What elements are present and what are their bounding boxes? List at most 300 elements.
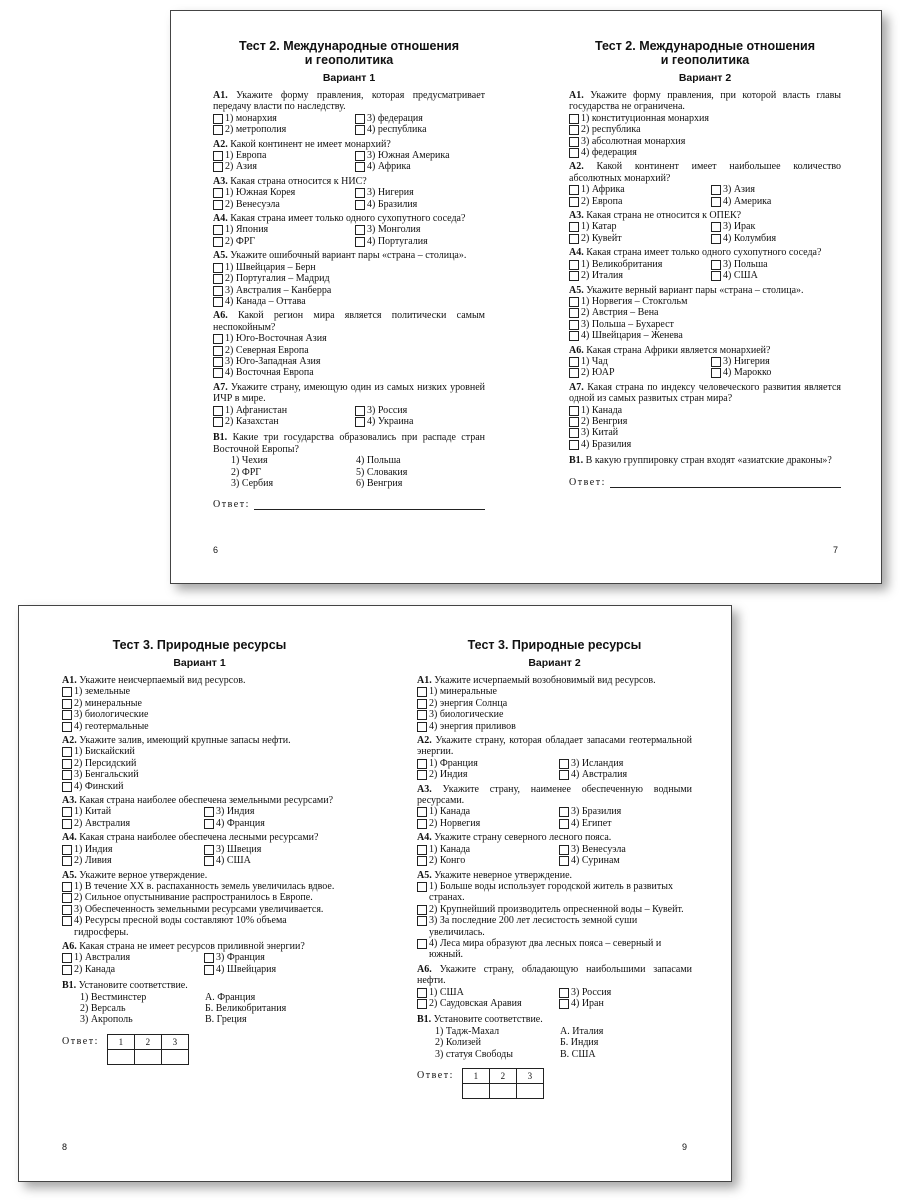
question-block — [569, 285, 841, 342]
answer-option-label: 4) США — [723, 270, 758, 282]
answer-option[interactable] — [355, 124, 485, 135]
question-text — [569, 285, 841, 296]
answer-checkbox[interactable] — [559, 807, 569, 817]
answer-checkbox[interactable] — [355, 125, 365, 135]
answer-checkbox[interactable] — [559, 845, 569, 855]
answer-checkbox[interactable] — [417, 699, 427, 709]
answer-line-field[interactable] — [254, 499, 485, 510]
answer-option[interactable] — [355, 405, 485, 416]
answer-option[interactable] — [213, 285, 485, 296]
answer-checkbox[interactable] — [213, 200, 223, 210]
list-item: Б. Индия — [560, 1037, 599, 1049]
answer-checkbox[interactable] — [62, 747, 72, 757]
answer-checkbox[interactable] — [569, 148, 579, 158]
answer-option-label: 4) Марокко — [723, 367, 772, 379]
answer-option[interactable] — [569, 367, 711, 378]
answer-option-label: 3) абсолютная монархия — [581, 135, 686, 147]
answer-option[interactable] — [62, 698, 337, 709]
answer-checkbox[interactable] — [569, 297, 579, 307]
answer-checkbox[interactable] — [213, 237, 223, 247]
answer-checkbox[interactable] — [569, 197, 579, 207]
answer-checkbox[interactable] — [213, 357, 223, 367]
answer-option[interactable] — [569, 270, 711, 281]
answer-checkbox[interactable] — [417, 939, 427, 949]
question-prompt: Какие три государства образовались при распаде стран Восточной Европы? — [213, 432, 485, 455]
answer-option[interactable] — [62, 746, 337, 757]
question-prompt: Какая страна имеет только одного сухопутного соседа? — [586, 247, 822, 259]
question-number: А5. — [213, 250, 228, 262]
answer-option[interactable] — [213, 416, 355, 427]
question-block — [417, 735, 692, 781]
answer-option-label: 2) Северная Европа — [225, 344, 309, 356]
answer-checkbox[interactable] — [213, 334, 223, 344]
variant-heading: Вариант 1 — [173, 657, 226, 669]
answer-checkbox[interactable] — [355, 237, 365, 247]
answer-checkbox[interactable] — [711, 260, 721, 270]
answer-checkbox[interactable] — [711, 197, 721, 207]
answer-checkbox[interactable] — [62, 687, 72, 697]
answer-option[interactable] — [62, 721, 337, 732]
answer-option[interactable] — [62, 952, 204, 963]
question-block — [213, 382, 485, 428]
answer-option[interactable] — [417, 915, 692, 938]
answer-checkbox[interactable] — [204, 845, 214, 855]
question-block — [213, 310, 485, 378]
answer-option[interactable] — [559, 758, 692, 769]
answer-option[interactable] — [569, 136, 841, 147]
answer-checkbox[interactable] — [417, 856, 427, 866]
question-block — [62, 870, 337, 938]
answer-cell[interactable] — [107, 1049, 134, 1064]
answer-option[interactable] — [569, 196, 711, 207]
answer-option[interactable] — [569, 147, 841, 158]
answer-checkbox[interactable] — [417, 882, 427, 892]
answer-option-label: 4) Швейцария – Женева — [581, 330, 683, 342]
answer-option-label: 2) Ливия — [74, 855, 112, 867]
answer-checkbox[interactable] — [204, 856, 214, 866]
answer-option[interactable] — [213, 296, 485, 307]
answer-option[interactable] — [417, 769, 559, 780]
question-block — [569, 90, 841, 158]
answer-option[interactable] — [569, 427, 841, 438]
answer-checkbox[interactable] — [559, 770, 569, 780]
answer-option-label: 2) Австралия — [74, 817, 131, 829]
answer-option[interactable] — [213, 161, 355, 172]
question-prompt: Укажите исчерпаемый возобновимый вид ресурсов. — [434, 675, 656, 686]
answer-option[interactable] — [62, 881, 337, 892]
page-number: 8 — [62, 1142, 68, 1152]
answer-checkbox[interactable] — [559, 819, 569, 829]
answer-checkbox[interactable] — [569, 406, 579, 416]
answer-option[interactable] — [355, 416, 485, 427]
answer-option[interactable] — [569, 259, 711, 270]
question-prompt: Укажите страну, обладающую наибольшими запасами нефти. — [417, 963, 693, 987]
answer-option[interactable] — [213, 124, 355, 135]
answer-checkbox[interactable] — [417, 905, 427, 915]
answer-option[interactable] — [213, 345, 485, 356]
answer-option-label: 2) Крупнейший производитель опресненной воды – Кувейт. — [429, 903, 684, 915]
answer-checkbox[interactable] — [569, 185, 579, 195]
answer-option[interactable] — [569, 416, 841, 427]
answer-option[interactable] — [559, 806, 692, 817]
answer-checkbox[interactable] — [417, 999, 427, 1009]
answer-option[interactable] — [711, 259, 841, 270]
answer-checkbox[interactable] — [204, 965, 214, 975]
answer-checkbox[interactable] — [355, 406, 365, 416]
question-block — [569, 161, 841, 207]
answer-option[interactable] — [355, 161, 485, 172]
answer-checkbox[interactable] — [213, 114, 223, 124]
answer-checkbox[interactable] — [213, 263, 223, 273]
answer-option[interactable] — [559, 998, 692, 1009]
answer-option[interactable] — [569, 124, 841, 135]
answer-option[interactable] — [569, 330, 841, 341]
answer-checkbox[interactable] — [569, 222, 579, 232]
answer-option-label: 1) Южная Корея — [225, 187, 296, 199]
answer-option-label: 4) Восточная Европа — [225, 367, 314, 379]
answer-checkbox[interactable] — [559, 988, 569, 998]
question-prompt: Какая страна относится к НИС? — [230, 175, 367, 187]
answer-options — [569, 296, 841, 342]
answer-option-label: 1) Китай — [74, 806, 112, 818]
answer-checkbox[interactable] — [569, 440, 579, 450]
answer-checkbox[interactable] — [569, 137, 579, 147]
answer-option[interactable] — [355, 150, 485, 161]
answer-option[interactable] — [213, 187, 355, 198]
answer-option[interactable] — [569, 221, 711, 232]
answer-option[interactable] — [204, 952, 337, 963]
answer-option[interactable] — [204, 818, 337, 829]
answer-checkbox[interactable] — [355, 417, 365, 427]
answer-option-label: 2) Индия — [429, 769, 468, 781]
answer-options — [62, 746, 337, 792]
question-prompt: Какая страна не имеет ресурсов приливной энергии? — [79, 940, 305, 952]
question-block-b1 — [417, 1014, 692, 1060]
answer-checkbox[interactable] — [62, 722, 72, 732]
answer-option[interactable] — [711, 270, 841, 281]
answer-option[interactable] — [559, 855, 692, 866]
answer-checkbox[interactable] — [417, 722, 427, 732]
answer-option[interactable] — [62, 892, 337, 903]
answer-checkbox[interactable] — [711, 357, 721, 367]
answer-option[interactable] — [213, 367, 485, 378]
answer-checkbox[interactable] — [62, 893, 72, 903]
answer-checkbox[interactable] — [417, 687, 427, 697]
answer-checkbox[interactable] — [417, 759, 427, 769]
answer-option[interactable] — [559, 818, 692, 829]
answer-checkbox[interactable] — [569, 125, 579, 135]
answer-option-label: 2) Венесуэла — [225, 198, 280, 210]
answer-checkbox[interactable] — [62, 953, 72, 963]
question-prompt: Какая страна Африки является монархией? — [586, 344, 771, 356]
answer-option[interactable] — [213, 405, 355, 416]
answer-option-label: 3) Нигерия — [367, 187, 414, 199]
answer-checkbox[interactable] — [213, 297, 223, 307]
answer-option[interactable] — [213, 356, 485, 367]
answer-checkbox[interactable] — [213, 162, 223, 172]
answer-option[interactable] — [569, 439, 841, 450]
answer-checkbox[interactable] — [62, 770, 72, 780]
answer-option[interactable] — [62, 769, 337, 780]
answer-option-label: 4) Финский — [74, 780, 124, 792]
answer-cell[interactable] — [161, 1049, 188, 1064]
answer-options — [213, 150, 485, 173]
answer-option-label: 3) Обеспеченность земельными ресурсами увеличивается. — [74, 903, 324, 915]
answer-option[interactable] — [417, 758, 559, 769]
answer-checkbox[interactable] — [569, 114, 579, 124]
question-text — [569, 161, 841, 184]
answer-option[interactable] — [204, 855, 337, 866]
answer-checkbox[interactable] — [711, 234, 721, 244]
answer-checkbox[interactable] — [569, 357, 579, 367]
answer-option[interactable] — [417, 818, 559, 829]
answer-option[interactable] — [213, 236, 355, 247]
answer-checkbox[interactable] — [62, 699, 72, 709]
answer-option[interactable] — [62, 904, 337, 915]
answer-table-row — [107, 1049, 188, 1064]
answer-option[interactable] — [355, 187, 485, 198]
answer-options — [62, 806, 337, 829]
answer-option-label: 1) Катар — [581, 221, 617, 233]
answer-checkbox[interactable] — [62, 759, 72, 769]
answer-checkbox[interactable] — [62, 710, 72, 720]
list-item: 1) Тадж-Махал — [435, 1025, 500, 1037]
answer-option[interactable] — [559, 987, 692, 998]
answer-checkbox[interactable] — [569, 260, 579, 270]
answer-checkbox[interactable] — [355, 188, 365, 198]
question-text — [213, 139, 485, 150]
question-prompt: Какая страна имеет только одного сухопутного соседа? — [230, 213, 466, 225]
answer-checkbox[interactable] — [213, 286, 223, 296]
answer-checkbox[interactable] — [417, 807, 427, 817]
answer-options — [569, 221, 841, 244]
answer-option-label: 2) Азия — [225, 161, 257, 173]
answer-option[interactable] — [417, 686, 692, 697]
answer-checkbox[interactable] — [711, 271, 721, 281]
answer-option[interactable] — [417, 844, 559, 855]
answer-option[interactable] — [355, 224, 485, 235]
question-text — [62, 870, 337, 881]
answer-checkbox[interactable] — [417, 819, 427, 829]
answer-label: Ответ: — [62, 1035, 99, 1047]
list-item: В. США — [560, 1048, 596, 1060]
answer-option[interactable] — [213, 199, 355, 210]
question-prompt: Какой континент не имеет монархий? — [230, 138, 391, 150]
answer-checkbox[interactable] — [62, 807, 72, 817]
answer-checkbox[interactable] — [355, 225, 365, 235]
answer-option[interactable] — [417, 987, 559, 998]
answer-option[interactable] — [569, 307, 841, 318]
answer-checkbox[interactable] — [213, 151, 223, 161]
answer-option[interactable] — [213, 333, 485, 344]
question-block — [417, 964, 692, 1010]
answer-checkbox[interactable] — [711, 222, 721, 232]
answer-checkbox[interactable] — [62, 782, 72, 792]
answer-option[interactable] — [559, 844, 692, 855]
answer-checkbox[interactable] — [417, 770, 427, 780]
answer-checkbox[interactable] — [569, 368, 579, 378]
list-item: 1) Вестминстер — [80, 991, 147, 1003]
answer-option[interactable] — [711, 196, 841, 207]
answer-checkbox[interactable] — [559, 999, 569, 1009]
answer-checkbox[interactable] — [569, 271, 579, 281]
answer-checkbox[interactable] — [569, 417, 579, 427]
answer-checkbox[interactable] — [417, 916, 427, 926]
answer-checkbox[interactable] — [62, 819, 72, 829]
answer-option-label: 1) земельные — [74, 686, 131, 698]
variant-heading: Вариант 2 — [528, 657, 581, 669]
answer-checkbox[interactable] — [62, 882, 72, 892]
answer-checkbox[interactable] — [204, 807, 214, 817]
answer-checkbox[interactable] — [569, 320, 579, 330]
answer-option[interactable] — [355, 113, 485, 124]
answer-option[interactable] — [711, 221, 841, 232]
answer-option-label: 2) Венгрия — [581, 415, 628, 427]
list-item: 3) Акрополь — [80, 1014, 133, 1026]
answer-option[interactable] — [559, 769, 692, 780]
answer-option-label: 4) Леса мира образуют два лесных пояса – северный и южный. — [429, 937, 662, 961]
answer-option[interactable] — [213, 150, 355, 161]
answer-checkbox[interactable] — [559, 759, 569, 769]
answer-checkbox[interactable] — [711, 368, 721, 378]
answer-checkbox[interactable] — [711, 185, 721, 195]
answer-option[interactable] — [417, 698, 692, 709]
answer-checkbox[interactable] — [569, 308, 579, 318]
answer-option[interactable] — [62, 964, 204, 975]
answer-option[interactable] — [569, 405, 841, 416]
answer-checkbox[interactable] — [204, 819, 214, 829]
answer-checkbox[interactable] — [569, 428, 579, 438]
answer-option[interactable] — [62, 806, 204, 817]
answer-option[interactable] — [569, 113, 841, 124]
question-prompt: Какой регион мира является политически самым неспокойным? — [213, 310, 486, 333]
answer-checkbox[interactable] — [62, 916, 72, 926]
answer-option[interactable] — [417, 998, 559, 1009]
answer-checkbox[interactable] — [62, 856, 72, 866]
answer-checkbox[interactable] — [213, 125, 223, 135]
answer-option[interactable] — [417, 938, 692, 961]
answer-line-field[interactable] — [610, 477, 841, 488]
answer-options — [62, 686, 337, 732]
answer-checkbox[interactable] — [355, 151, 365, 161]
answer-option[interactable] — [62, 855, 204, 866]
page-number: 6 — [213, 545, 219, 555]
answer-option[interactable] — [569, 296, 841, 307]
answer-option-label: 3) Бразилия — [571, 806, 622, 818]
question-prompt: Установите соответствие. — [433, 1014, 543, 1026]
answer-option[interactable] — [569, 319, 841, 330]
answer-option[interactable] — [569, 356, 711, 367]
answer-checkbox[interactable] — [417, 845, 427, 855]
answer-checkbox[interactable] — [559, 856, 569, 866]
answer-option[interactable] — [62, 686, 337, 697]
answer-option[interactable] — [569, 184, 711, 195]
answer-option-label: 4) геотермальные — [74, 720, 149, 732]
answer-checkbox[interactable] — [569, 331, 579, 341]
answer-option[interactable] — [62, 915, 337, 938]
answer-cell[interactable] — [462, 1084, 489, 1099]
question-prompt: Какая страна по индексу человеческого развития является одной из самых развитых стран мира? — [569, 381, 842, 405]
test-title-line: Тест 2. Международные отношения — [594, 39, 816, 53]
answer-option-label: 4) Ресурсы пресной воды составляют 10% объема гидросферы. — [74, 915, 287, 938]
question-text — [417, 675, 692, 686]
answer-option-label: 1) Канада — [429, 843, 471, 855]
answer-option-label: 1) Франция — [429, 757, 478, 769]
answer-checkbox[interactable] — [355, 114, 365, 124]
answer-option[interactable] — [711, 184, 841, 195]
answer-checkbox[interactable] — [213, 417, 223, 427]
answer-option[interactable] — [417, 855, 559, 866]
answer-checkbox[interactable] — [213, 406, 223, 416]
answer-option[interactable] — [355, 199, 485, 210]
answer-option[interactable] — [213, 224, 355, 235]
answer-option[interactable] — [204, 964, 337, 975]
answer-option[interactable] — [711, 233, 841, 244]
answer-option[interactable] — [62, 709, 337, 720]
question-prompt: Укажите форму правления, которая предусматривает передачу власти по наследству. — [213, 90, 486, 113]
answer-checkbox[interactable] — [213, 346, 223, 356]
answer-option[interactable] — [213, 262, 485, 273]
answer-option[interactable] — [213, 273, 485, 284]
answer-checkbox[interactable] — [417, 988, 427, 998]
answer-cell[interactable] — [516, 1084, 543, 1099]
answer-checkbox[interactable] — [417, 710, 427, 720]
answer-checkbox[interactable] — [213, 188, 223, 198]
answer-option[interactable] — [417, 904, 692, 915]
answer-option[interactable] — [355, 236, 485, 247]
answer-checkbox[interactable] — [569, 234, 579, 244]
answer-option-label: 2) Саудовская Аравия — [429, 997, 522, 1009]
answer-option[interactable] — [62, 818, 204, 829]
answer-checkbox[interactable] — [204, 953, 214, 963]
answer-option[interactable] — [417, 721, 692, 732]
question-text — [213, 90, 485, 113]
answer-checkbox[interactable] — [213, 368, 223, 378]
question-text — [569, 455, 841, 466]
page-9 — [417, 606, 692, 1099]
answer-option-label: 1) Канада — [581, 404, 623, 416]
answer-checkbox[interactable] — [355, 200, 365, 210]
question-text — [213, 382, 485, 405]
question-block — [417, 675, 692, 732]
answer-area — [569, 477, 841, 488]
answer-option[interactable] — [417, 806, 559, 817]
answer-option[interactable] — [62, 758, 337, 769]
answer-option[interactable] — [213, 113, 355, 124]
answer-option[interactable] — [204, 844, 337, 855]
answer-option[interactable] — [204, 806, 337, 817]
answer-option[interactable] — [711, 356, 841, 367]
answer-checkbox[interactable] — [213, 225, 223, 235]
answer-option[interactable] — [62, 781, 337, 792]
answer-cell[interactable] — [489, 1084, 516, 1099]
answer-cell[interactable] — [134, 1049, 161, 1064]
question-number: А6. — [569, 344, 584, 356]
answer-option[interactable] — [711, 367, 841, 378]
answer-option[interactable] — [62, 844, 204, 855]
answer-checkbox[interactable] — [62, 965, 72, 975]
answer-checkbox[interactable] — [62, 845, 72, 855]
answer-option-label: 2) республика — [581, 124, 641, 136]
answer-checkbox[interactable] — [355, 162, 365, 172]
answer-checkbox[interactable] — [213, 274, 223, 284]
answer-option[interactable] — [417, 709, 692, 720]
answer-table-header — [107, 1034, 188, 1049]
answer-option[interactable] — [569, 233, 711, 244]
answer-checkbox[interactable] — [62, 905, 72, 915]
test-title — [62, 638, 337, 652]
answer-option[interactable] — [417, 881, 692, 904]
